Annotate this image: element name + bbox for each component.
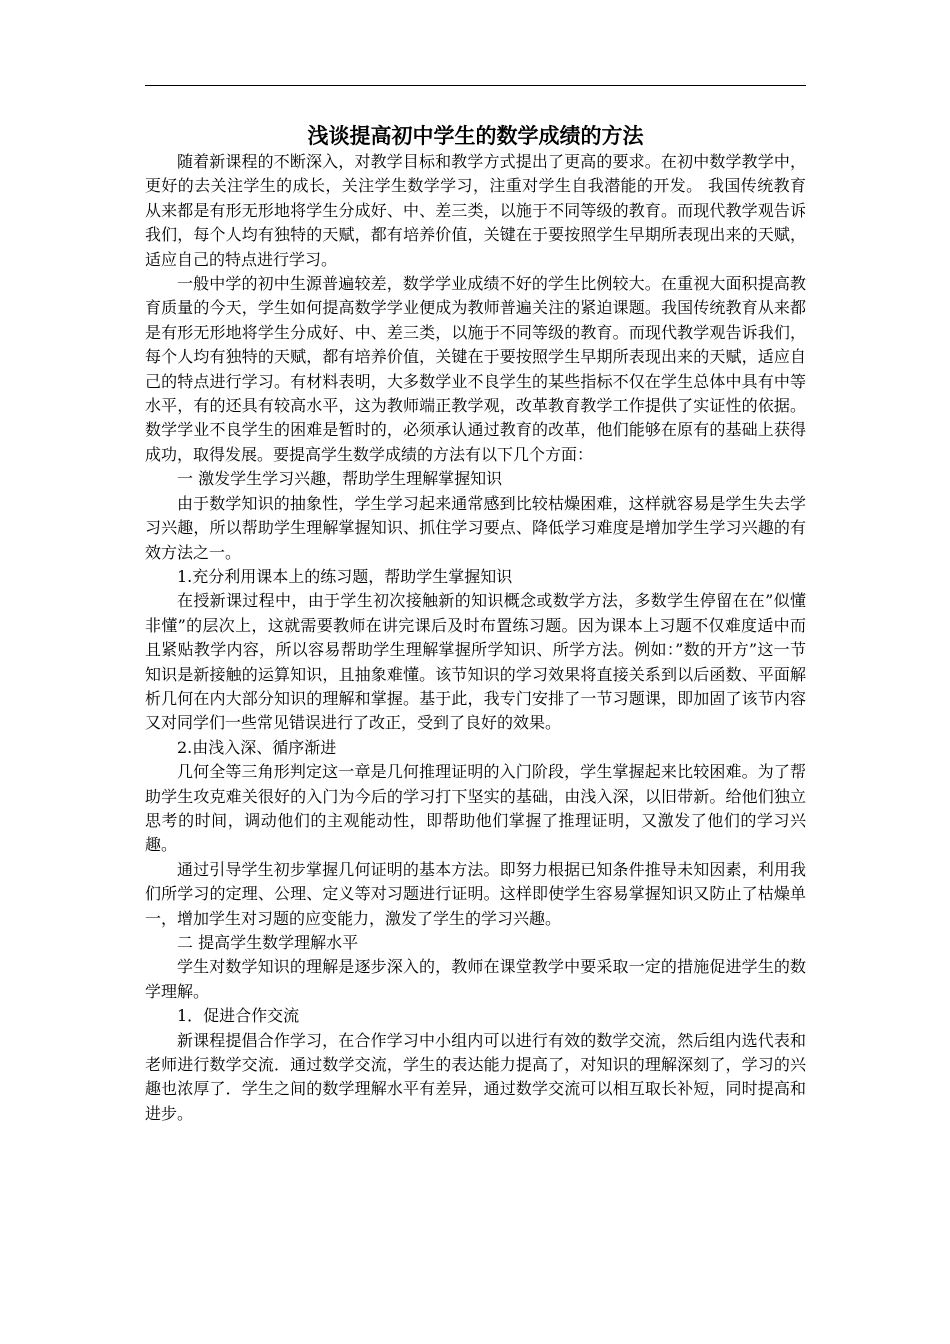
document-title: 浅谈提高初中学生的数学成绩的方法 [307, 123, 644, 148]
paragraph-background: 一般中学的初中生源普遍较差，数学学业成绩不好的学生比例较大。在重视大面积提高教育质量的今天，学生如何提高数学学业便成为教师普遍关注的紧迫课题。我国传统教育从来都是有形无形地将学生分成好、中、差三类，以施于不同等级的教育。而现代教学观告诉我们，每个人均有独特的天赋，都有培养价值，关键在于要按照学生早期所表现出来的天赋，适应自己的特点进行学习。有材料表明，大多数学业不良学生的某些指标不仅在学生总体中具有中等水平，有的还具有较高水平，这为教师端正教学观，改革教育教学工作提供了实证性的依据。数学学业不良学生的困难是暂时的，必须承认通过教育的改革，他们能够在原有的基础上获得成功，取得发展。要提高学生数学成绩的方法有以下几个方面： [145, 274, 806, 464]
section-heading-1: 一 激发学生学习兴趣，帮助学生理解掌握知识 [177, 469, 503, 489]
header-rule [145, 85, 806, 86]
paragraph-section-1: 由于数学知识的抽象性，学生学习起来通常感到比较枯燥困难，这样就容易是学生失去学习兴趣，所以帮助学生理解掌握知识、抓住学习要点、降低学习难度是增加学生学习兴趣的有效方法之一。 [145, 493, 806, 562]
document-body [145, 150, 806, 1126]
paragraph-subsection-1-2-b: 通过引导学生初步掌握几何证明的基本方法。即努力根据已知条件推导未知因素，利用我们所学习的定理、公理、定义等对习题进行证明。这样即使学生容易掌握知识又防止了枯燥单一，增加学生对习题的应变能力，激发了学生的学习兴趣。 [145, 859, 806, 928]
section-heading-2: 二 提高学生数学理解水平 [177, 933, 359, 952]
subsection-heading-1-2: 2.由浅入深、循序渐进 [177, 737, 337, 757]
paragraph-subsection-1-2-a: 几何全等三角形判定这一章是几何推理证明的入门阶段，学生掌握起来比较困难。为了帮助学生攻克难关很好的入门为今后的学习打下坚实的基础，由浅入深，以旧带新。给他们独立思考的时间，调动他们的主观能动性，即帮助他们掌握了推理证明，又激发了他们的学习兴趣。 [145, 762, 806, 855]
paragraph-subsection-1-1: 在授新课过程中，由于学生初次接触新的知识概念或数学方法，多数学生停留在在”似懂非懂”的层次上，这就需要教师在讲完课后及时布置练习题。因为课本上习题不仅难度适中而且紧贴教学内容，所以容易帮助学生理解掌握所学知识、所学方法。例如：”数的开方”这一节知识是新接触的运算知识，且抽象难懂。该节知识的学习效果将直接关系到以后函数、平面解析几何在内大部分知识的理解和掌握。基于此，我专门安排了一节习题课，即加固了该节内容又对同学们一些常见错误进行了改正，受到了良好的效果。 [145, 591, 806, 733]
subsection-heading-1-1: 1.充分利用课本上的练习题，帮助学生掌握知识 [177, 566, 513, 586]
paragraph-section-2: 学生对数学知识的理解是逐步深入的，教师在课堂教学中要采取一定的措施促进学生的数学理解。 [145, 957, 806, 1001]
subsection-heading-2-1: 1．促进合作交流 [177, 1006, 300, 1026]
paragraph-intro: 随着新课程的不断深入，对教学目标和教学方式提出了更高的要求。在初中数学教学中，更好的去关注学生的成长，关注学生数学学习，注重对学生自我潜能的开发。 我国传统教育从来都是有形无形地将学生分成好、中、差三类，以施于不同等级的教育。而现代教学观告诉我们，每个人均有独特的天赋，都有培养价值，关键在于要按照学生早期所表现出来的天赋，适应自己的特点进行学习。 [145, 152, 806, 269]
paragraph-subsection-2-1: 新课程提倡合作学习，在合作学习中小组内可以进行有效的数学交流，然后组内选代表和老师进行数学交流．通过数学交流，学生的表达能力提高了，对知识的理解深刻了，学习的兴趣也浓厚了．学生之间的数学理解水平有差异，通过数学交流可以相互取长补短，同时提高和进步。 [145, 1030, 806, 1123]
